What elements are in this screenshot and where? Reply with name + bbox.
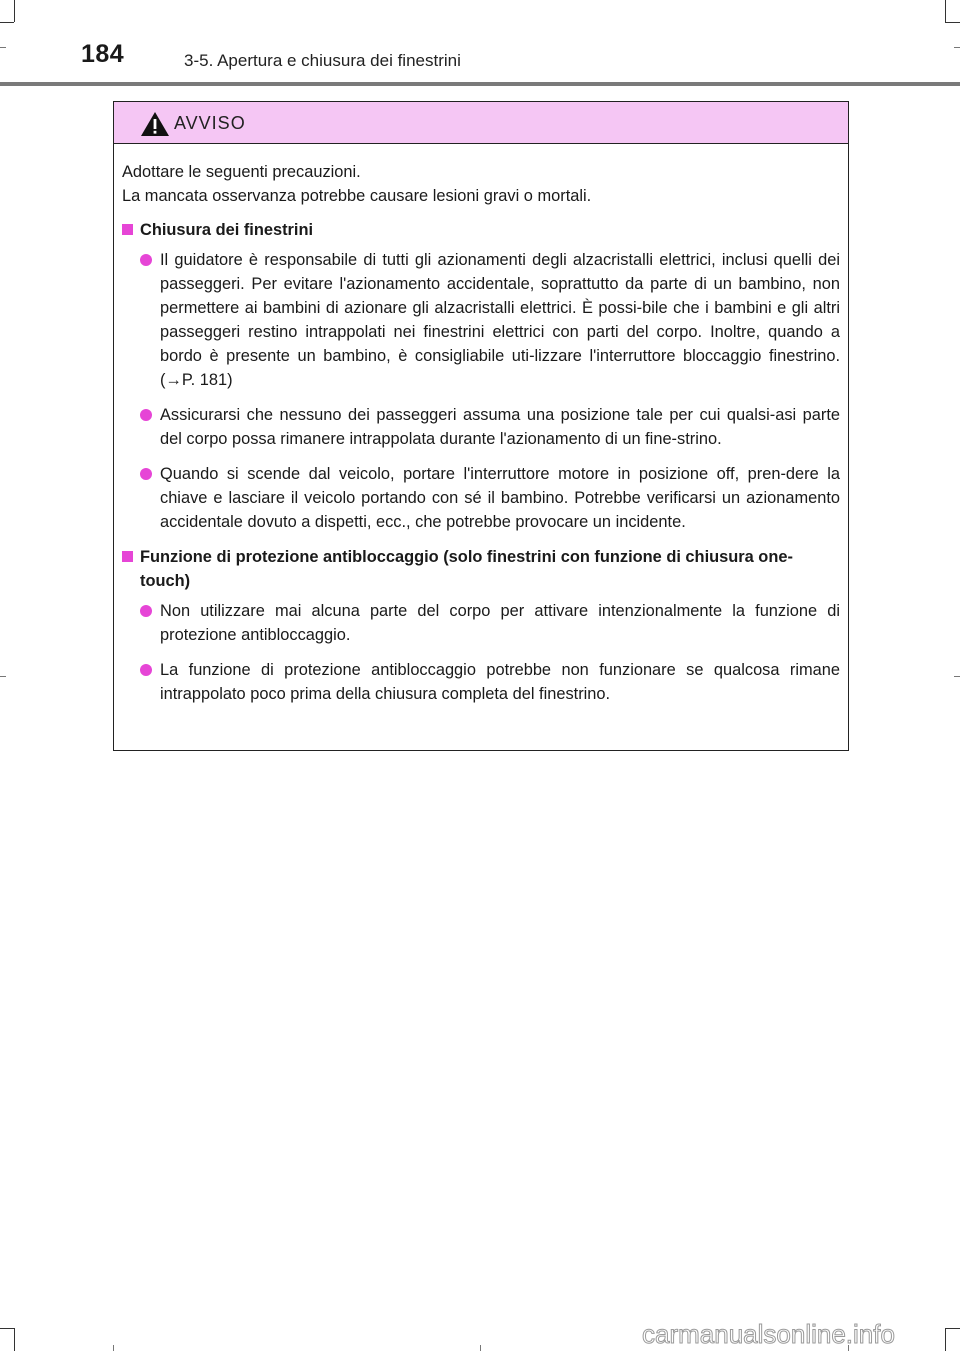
crop-mark	[14, 1328, 15, 1351]
square-bullet-icon	[122, 224, 133, 235]
section-heading-text: Funzione di protezione antibloccaggio (solo finestrini con funzione di chiusura one-touch)	[140, 548, 793, 590]
intro-line: La mancata osservanza potrebbe causare lesioni gravi o mortali.	[122, 187, 592, 205]
section-heading-antibloccaggio	[122, 545, 840, 593]
circle-bullet-icon	[140, 254, 152, 266]
warning-header	[114, 102, 848, 144]
bullet-text: Il guidatore è responsabile di tutti gli azionamenti degli alzacristalli elettrici, inclusi quelli dei passeggeri. Per evitare l'azionamento accidentale, soprattutto da parte di un bambino, non permettere ai bambini di azionare gli alzacristalli elettrici. È possi-bile che i bambini e gli altri passeggeri restino intrappolati nei finestrini elettrici con parti del corpo. Inoltre, quando a bordo è presente un bambino, è consigliabile uti-lizzare l'interruttore bloccaggio finestrino. (→P. 181)	[160, 251, 840, 389]
list-item	[140, 599, 840, 647]
intro-line: Adottare le seguenti precauzioni.	[122, 163, 361, 181]
page-number: 184	[81, 40, 125, 68]
section-title: 3-5. Apertura e chiusura dei finestrini	[184, 51, 461, 70]
list-item	[140, 403, 840, 451]
circle-bullet-icon	[140, 664, 152, 676]
circle-bullet-icon	[140, 468, 152, 480]
registration-tick	[113, 1345, 114, 1351]
warning-label: AVVISO	[174, 113, 246, 133]
warning-box	[113, 101, 849, 751]
registration-tick	[954, 676, 960, 677]
list-item	[140, 658, 840, 706]
bullet-text: Non utilizzare mai alcuna parte del corpo per attivare intenzionalmente la funzione di protezione antibloccaggio.	[160, 602, 840, 644]
page-header	[0, 0, 960, 90]
list-item	[140, 248, 840, 392]
bullet-text: Assicurarsi che nessuno dei passeggeri assuma una posizione tale per cui qualsi-asi parte del corpo possa rimanere intrappolata durante l'azionamento di un fine-strino.	[160, 406, 840, 448]
registration-tick	[0, 676, 6, 677]
svg-text:carmanualsonline.info: carmanualsonline.info	[642, 1319, 895, 1349]
list-item	[140, 462, 840, 534]
warning-intro	[122, 160, 840, 208]
square-bullet-icon	[122, 551, 133, 562]
circle-bullet-icon	[140, 409, 152, 421]
section-heading-chiusura	[122, 218, 840, 242]
section-heading-text: Chiusura dei finestrini	[140, 221, 314, 239]
circle-bullet-icon	[140, 605, 152, 617]
warning-triangle-icon	[140, 111, 170, 137]
header-rule	[0, 82, 960, 86]
crop-mark	[0, 1328, 14, 1329]
warning-body	[114, 144, 848, 706]
bullet-text: Quando si scende dal veicolo, portare l'interruttore motore in posizione off, pren-dere la chiave e lasciare il veicolo portando con sé il bambino. Potrebbe verificarsi un azionamento accidentale dovuto a dispetti, ecc., che potrebbe provocare un incidente.	[160, 465, 840, 531]
bullet-text: La funzione di protezione antibloccaggio potrebbe non funzionare se qualcosa rimane intrappolato poco prima della chiusura completa del finestrino.	[160, 661, 840, 703]
watermark-logo	[640, 1318, 956, 1350]
registration-tick	[480, 1345, 481, 1351]
